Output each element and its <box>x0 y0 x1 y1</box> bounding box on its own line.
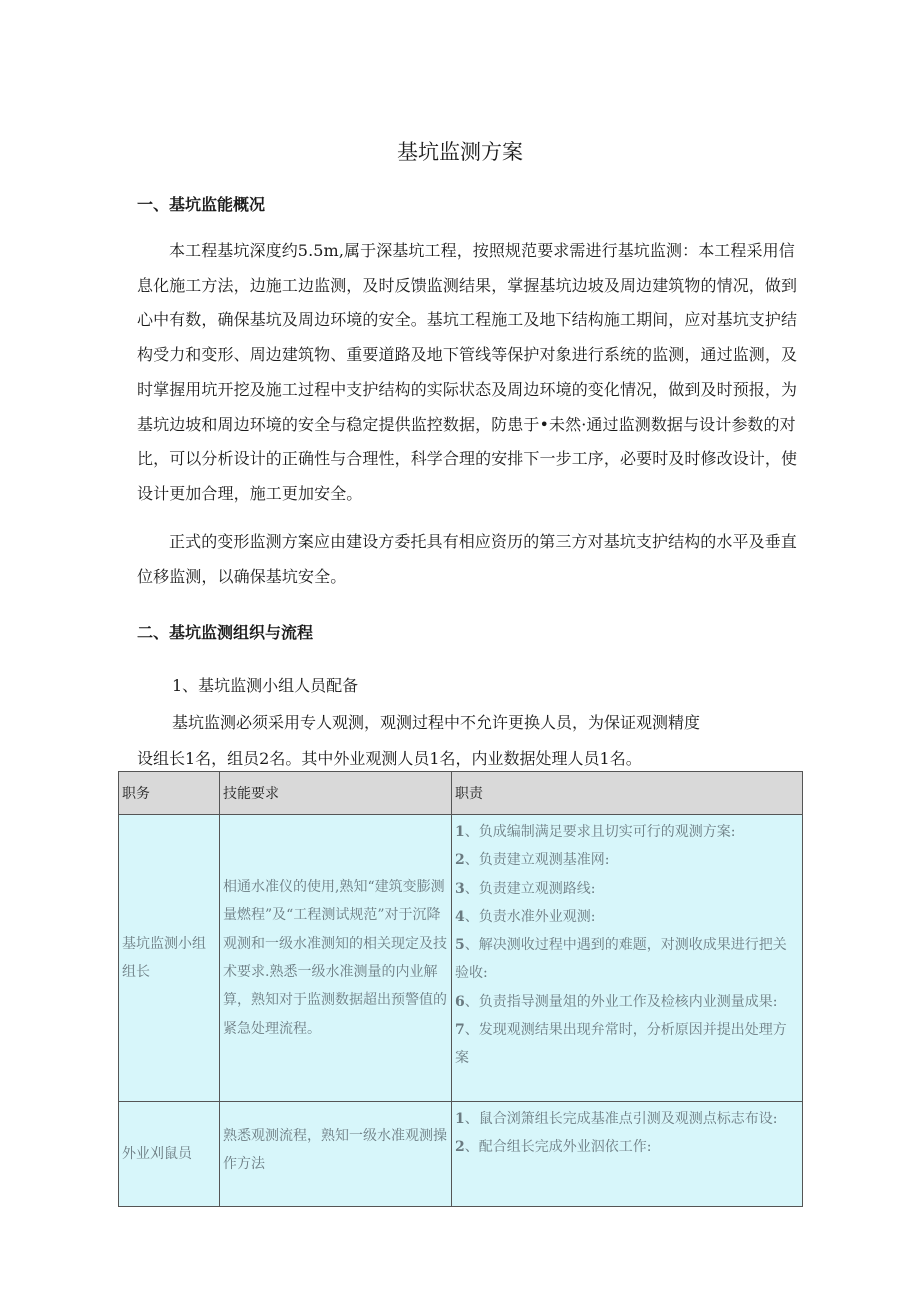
header-role: 职务 <box>119 772 220 815</box>
duty-item: 2、配合组长完成外业泅依工作: <box>455 1139 652 1156</box>
duty-item: 2、负责建立观测基准网: <box>455 852 610 869</box>
duties-cell <box>452 815 803 1102</box>
header-skills: 技能要求 <box>220 772 452 815</box>
staffing-line-2: 设组长1名，组员2名。其中外业观测人员1名，内业数据处理人员1名。 <box>137 749 642 768</box>
overview-paragraph: 本工程基坑深度约5.5m,属于深基坑工程，按照规范要求需进行基坑监测：本工程采用信息化施工方法，边施工边监测，及时反馈监测结果，掌握基坑边坡及周边建筑物的情况，做到心中有数，确保基坑及周边环境的安全。基坑工程施工及地下结构施工期间，应对基坑支护结构受力和变形、周边建筑物、重要道路及地下管线等保护对象进行系统的监测，通过监测，及时掌握用坑开挖及施工过程中支护结构的实际状态及周边环境的变化情况，做到及时预报，为基坑边坡和周边环境的安全与稳定提供监控数据，防患于•未然·通过监测数据与设计参数的对比，可以分析设计的正确性与合理性，科学合理的安排下一步工序，必要时及时修改设计，使设计更加合理，施工更加安全。 <box>137 241 798 503</box>
subsection-1-heading: 1、基坑监测小组人员配备 <box>172 676 359 695</box>
role-cell: 基坑监测小组组长 <box>119 815 220 1102</box>
duty-item: 1、负成编制满足要求且切实可行的观测方案: <box>455 824 736 840</box>
duty-item: 3、负责建立观测路线: <box>455 880 596 897</box>
document-title: 基坑监测方案 <box>397 140 523 164</box>
table-row <box>119 815 803 1102</box>
skills-cell: 熟悉观测流程，熟知一级水准观测操作方法 <box>220 1102 452 1207</box>
duties-cell <box>452 1102 803 1207</box>
table-header-row <box>119 772 803 815</box>
section-2-heading: 二、基坑监测组织与流程 <box>137 623 314 642</box>
duty-item: 7、发现观测结果出现弁常时，分析原因并提出处理方案 <box>455 1022 787 1067</box>
third-party-paragraph: 正式的变形监测方案应由建设方委托具有相应资历的第三方对基坑支护结构的水平及垂直位移监测，以确保基坑安全。 <box>137 532 797 586</box>
duty-item: 4、负责水准外业观测: <box>455 908 596 925</box>
staffing-line-1: 基坑监测必须采用专人观测，观测过程中不允许更换人员，为保证观测精度 <box>172 713 701 732</box>
duty-item: 1、鼠合浏箫组长完成基准点引测及观测点标志布设: <box>455 1111 778 1127</box>
section-1-heading: 一、基坑监能概况 <box>137 195 266 214</box>
duty-item: 6、负责指导测量俎的外业工作及检核内业测量成果: <box>455 993 778 1010</box>
staff-duty-table <box>118 771 803 1207</box>
duty-item: 5、解决测收过程中遇到的难题，对测收成果进行把关验收: <box>455 937 787 982</box>
table-row <box>119 1102 803 1207</box>
role-cell: 外业刈鼠员 <box>119 1102 220 1207</box>
skills-cell: 相通水准仪的使用,熟知“建筑变膨测量燃程”及“工程测试规范”对于沉降观测和一级水准测知的相关现定及技术要求.熟悉一级水准测量的内业解算，熟知对于监测数据超出预警值的紧急处理流程。 <box>220 815 452 1102</box>
header-duties: 职责 <box>452 772 803 815</box>
